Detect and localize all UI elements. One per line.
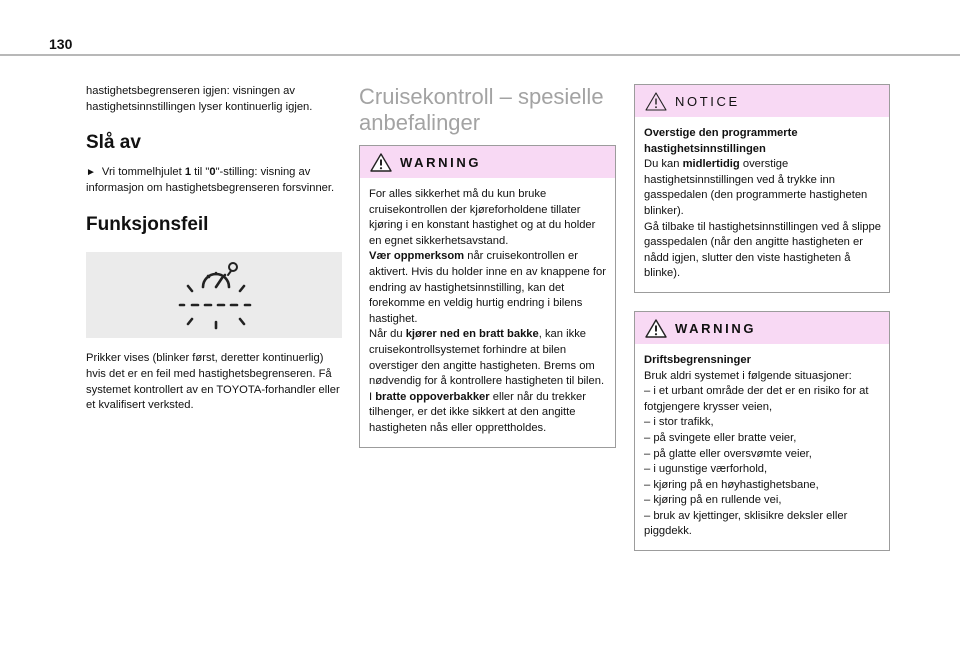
notice-triangle-icon: [645, 92, 667, 111]
warning-triangle-icon: [370, 153, 392, 172]
notice-box-header: [635, 85, 889, 117]
notice-heading: Overstige den programmerte hastighetsinnstillingen: [644, 127, 798, 155]
column-left: [86, 84, 342, 414]
heading-sla-av: Slå av: [86, 132, 141, 154]
column-middle: [359, 84, 616, 448]
list-item: – kjøring på en høyhastighetsbane,: [644, 478, 819, 491]
notice-box-body: [635, 117, 889, 292]
list-item: – bruk av kjettinger, sklisikre deksler eller piggdekk.: [644, 509, 848, 538]
intro-paragraph: hastighetsbegrenseren igjen: visningen av hastighetsinnstillingen lyser kontinuerlig igjen.: [86, 85, 313, 113]
funksjonsfeil-paragraph: Prikker vises (blinker først, deretter kontinuerlig) hvis det er en feil med hastighetsbegrenseren. Få systemet kontrollert av en TOYOTA-forhandler eller et kvalifisert verksted.: [86, 352, 340, 412]
warning-title: WARNING: [400, 155, 482, 170]
warning-box-header: [360, 146, 615, 178]
warning-box-cruise: [359, 145, 616, 448]
notice-box: [634, 84, 890, 293]
warning-intro: Bruk aldri systemet i følgende situasjoner:: [644, 369, 852, 382]
heading-funksjonsfeil: Funksjonsfeil: [86, 214, 209, 236]
warning-triangle-icon: [645, 319, 667, 338]
notice-paragraph-1: Du kan midlertidig overstige hastighetsinnstillingen ved å trykke inn gasspedalen (den programmerte hastigheten blinker).: [644, 158, 868, 217]
list-item: – i et urbant område der det er en risiko for at fotgjengere krysser veien,: [644, 385, 869, 413]
warning-paragraph-4: I bratte oppoverbakker eller når du trekker tilhenger, er det ikke sikkert at den angitte hastigheten nås eller opprettholdes.: [369, 390, 587, 434]
header-rule: [0, 54, 960, 56]
heading-cruisekontroll: Cruisekontroll – spesielle anbefalinger: [359, 84, 604, 135]
column-right: [634, 84, 890, 551]
list-item: – på svingete eller bratte veier,: [644, 431, 797, 444]
sla-av-paragraph: ► Vri tommelhjulet 1 til "0"-stilling: visning av informasjon om hastighetsbegrenseren forsvinner.: [86, 166, 335, 194]
page-number: 130: [49, 36, 73, 52]
notice-paragraph-2: Gå tilbake til hastighetsinnstillingen ved å slippe gasspedalen (når den angitte hastigheten er nådd igjen, slutter den viste hastigheten å blinke).: [644, 220, 881, 280]
list-item: – kjøring på en rullende vei,: [644, 494, 782, 507]
list-item: – i stor trafikk,: [644, 416, 714, 429]
warning-box-limits: [634, 311, 890, 551]
list-item: – på glatte eller oversvømte veier,: [644, 447, 812, 460]
warning-heading: Driftsbegrensninger: [644, 353, 751, 366]
warning-box-header: [635, 312, 889, 344]
notice-title: NOTICE: [675, 94, 740, 109]
warning-paragraph-1: For alles sikkerhet må du kun bruke cruisekontrollen der kjøreforholdene tillater kjøring i en konstant hastighet og at du holder en egnet sikkerhetsavstand.: [369, 188, 596, 247]
warning-box-body: [360, 178, 615, 447]
warning-box-body: [635, 344, 889, 550]
speedometer-dashes-icon: [170, 256, 260, 334]
arrow-bullet-icon: ►: [86, 167, 96, 179]
warning-paragraph-3: Når du kjører ned en bratt bakke, kan ikke cruisekontrollsystemet forhindre at bilen overstiger den angitte hastigheten. Brems om nødvendig for å kontrollere hastigheten til bilen.: [369, 328, 605, 388]
warning-paragraph-2: Vær oppmerksom når cruisekontrollen er aktivert. Hvis du holder inne en av knappene for endring av hastighetsinnstilling, kan det forekomme en veldig hurtig endring i bilens hastighet.: [369, 250, 606, 325]
speed-limiter-fault-illustration: [86, 252, 342, 338]
list-item: – i ugunstige værforhold,: [644, 463, 768, 476]
warning-title: WARNING: [675, 320, 757, 336]
